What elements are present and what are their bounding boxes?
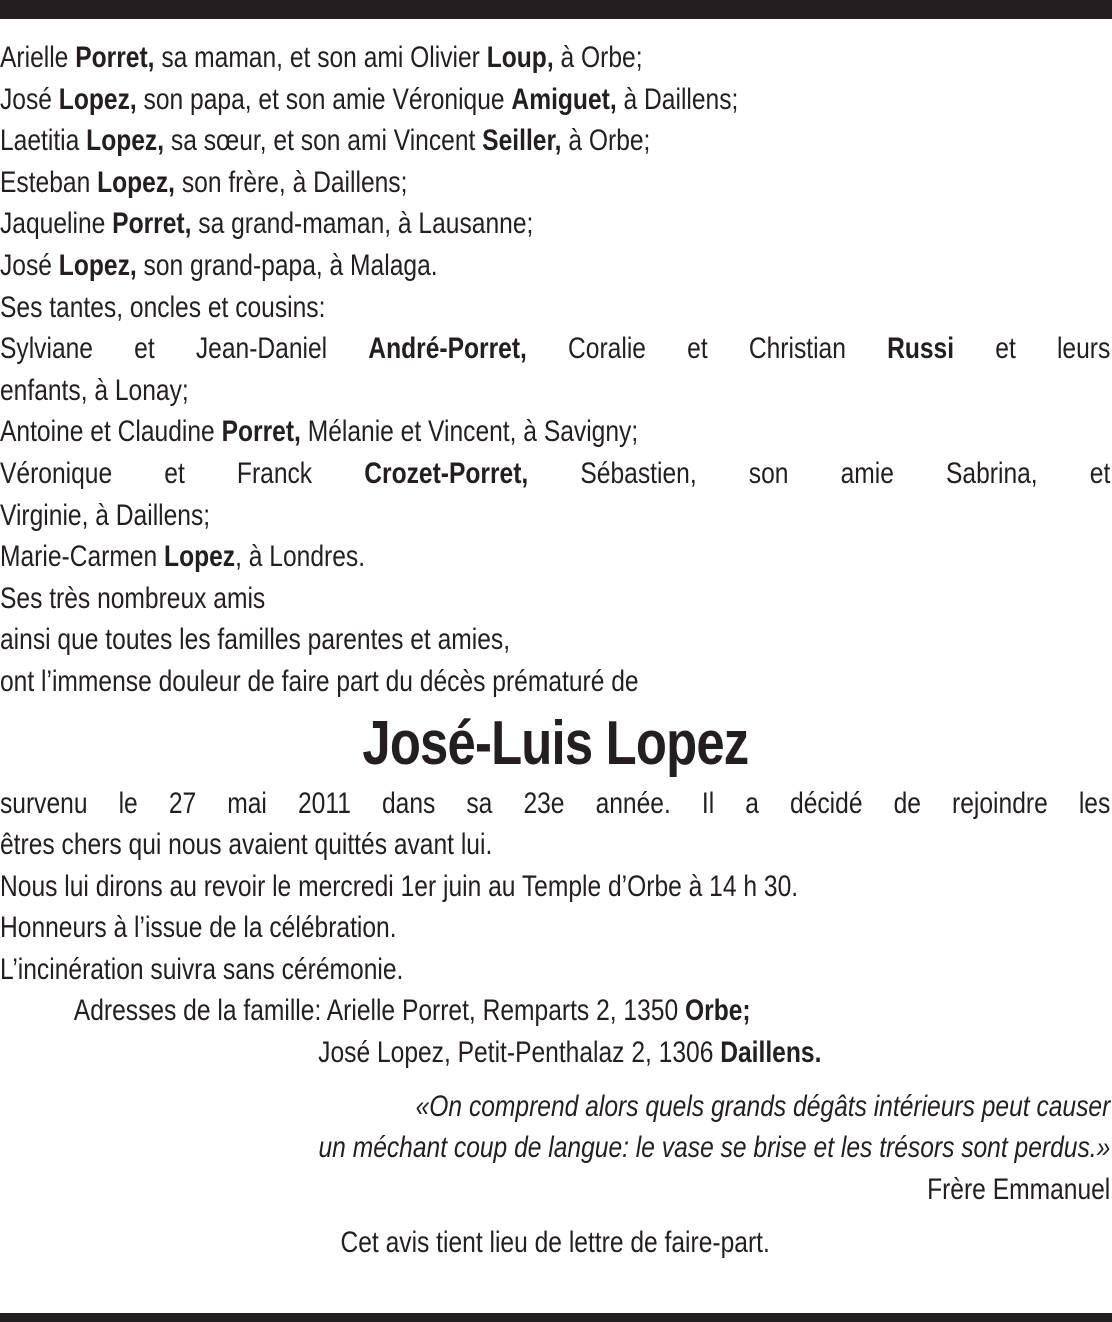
details-block [0, 783, 1110, 1074]
announce-line: ont l’immense douleur de faire part du décès prématuré de [0, 664, 639, 698]
cremation-line: L’incinération suivra sans cérémonie. [0, 952, 404, 986]
deceased-name: José-Luis Lopez [361, 708, 749, 778]
family-line: José Lopez, son papa, et son amie Véronique Amiguet, à Daillens; [0, 82, 739, 116]
family-list [0, 37, 1110, 703]
relative-line: Véronique et Franck Crozet-Porret, Sébastien, son amie Sabrina, et [0, 456, 1111, 490]
friends-line: Ses très nombreux amis [0, 581, 266, 615]
relatives-heading: Ses tantes, oncles et cousins: [0, 290, 326, 324]
family-line: Esteban Lopez, son frère, à Daillens; [0, 165, 408, 199]
death-line: survenu le 27 mai 2011 dans sa 23e année. Il a décidé de rejoindre les [0, 786, 1111, 820]
quote-block [0, 1086, 1110, 1264]
relative-line: Antoine et Claudine Porret, Mélanie et Vincent, à Savigny; [0, 415, 639, 449]
ceremony-line: Nous lui dirons au revoir le mercredi 1er juin au Temple d’Orbe à 14 h 30. [0, 869, 799, 903]
family-line: Jaqueline Porret, sa grand-maman, à Lausanne; [0, 207, 534, 241]
quote-line: «On comprend alors quels grands dégâts intérieurs peut causer [415, 1089, 1111, 1123]
family-line: Laetitia Lopez, sa sœur, et son ami Vincent Seiller, à Orbe; [0, 124, 651, 158]
quote-author: Frère Emmanuel [927, 1172, 1111, 1206]
quote-line: un méchant coup de langue: le vase se brise et les trésors sont perdus.» [318, 1131, 1111, 1165]
death-line-cont: êtres chers qui nous avaient quittés avant lui. [0, 828, 493, 862]
relative-line: Marie-Carmen Lopez, à Londres. [0, 540, 366, 574]
footer-note: Cet avis tient lieu de lettre de faire-part. [340, 1226, 770, 1260]
address-line-2: José Lopez, Petit-Penthalaz 2, 1306 Daillens. [318, 1036, 822, 1070]
obituary-notice [0, 37, 1110, 1264]
honours-line: Honneurs à l’issue de la célébration. [0, 911, 397, 945]
address-line-1: Adresses de la famille: Arielle Porret, Remparts 2, 1350 Orbe; [73, 994, 751, 1028]
relative-line-cont: Virginie, à Daillens; [0, 498, 211, 532]
relative-line: Sylviane et Jean-Daniel André-Porret, Coralie et Christian Russi et leurs [0, 332, 1111, 366]
families-line: ainsi que toutes les familles parentes et amies, [0, 623, 511, 657]
relative-line-cont: enfants, à Lonay; [0, 373, 189, 407]
top-rule [0, 0, 1112, 19]
family-line: Arielle Porret, sa maman, et son ami Olivier Loup, à Orbe; [0, 41, 643, 74]
family-line: José Lopez, son grand-papa, à Malaga. [0, 248, 438, 282]
bottom-rule [0, 1313, 1112, 1322]
